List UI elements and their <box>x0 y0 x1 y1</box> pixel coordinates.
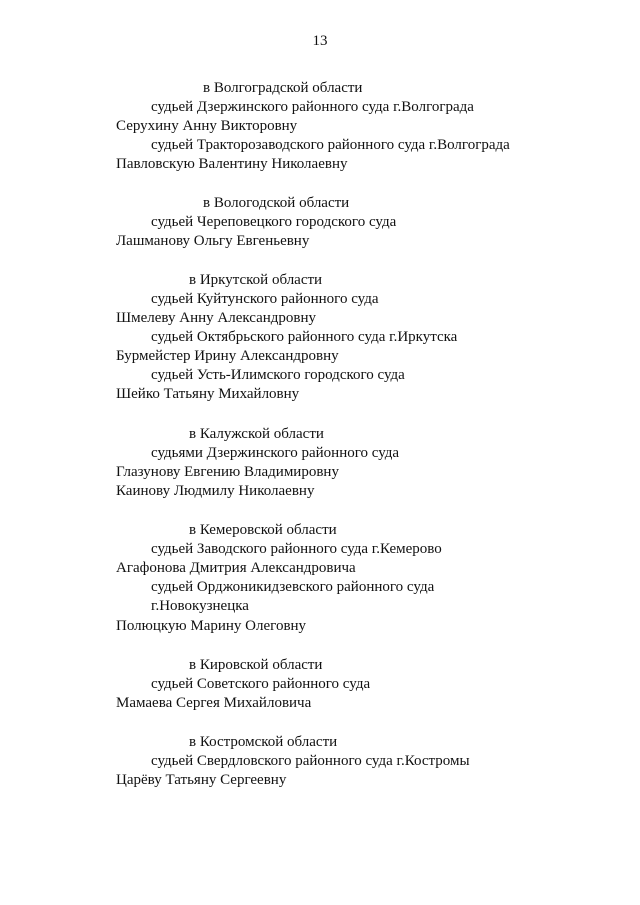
judge-name: Царёву Татьяну Сергеевну <box>116 772 287 788</box>
region-heading: в Вологодской области <box>203 195 350 211</box>
page-number: 13 <box>312 33 328 49</box>
judge-name: Бурмейстер Ирину Александровну <box>116 348 339 364</box>
court-line: судьей Усть-Илимского городского суда <box>151 367 405 383</box>
judge-name: Глазунову Евгению Владимировну <box>116 464 339 480</box>
court-line: судьей Октябрьского районного суда г.Иркутска <box>151 329 458 345</box>
court-line: судьей Дзержинского районного суда г.Волгограда <box>151 99 474 115</box>
region-heading: в Кировской области <box>189 657 323 673</box>
court-line: судьей Советского районного суда <box>151 676 371 692</box>
judge-name: Шейко Татьяну Михайловну <box>116 386 300 402</box>
court-line: судьей Орджоникидзевского районного суда <box>151 579 435 595</box>
region-heading: в Кемеровской области <box>189 522 337 538</box>
judge-name: Мамаева Сергея Михайловича <box>116 695 312 711</box>
region-heading: в Иркутской области <box>189 272 323 288</box>
judge-name: Лашманову Ольгу Евгеньевну <box>116 233 310 249</box>
court-line: судьей Тракторозаводского районного суда г.Волгограда <box>151 137 510 153</box>
judge-name: Каинову Людмилу Николаевну <box>116 483 315 499</box>
court-line-continued: г.Новокузнецка <box>151 598 249 614</box>
region-heading: в Калужской области <box>189 426 324 442</box>
court-line: судьей Заводского районного суда г.Кемерово <box>151 541 442 557</box>
judge-name: Шмелеву Анну Александровну <box>116 310 317 326</box>
judge-name: Полюцкую Марину Олеговну <box>116 618 307 634</box>
court-line: судьями Дзержинского районного суда <box>151 445 400 461</box>
judge-name: Агафонова Дмитрия Александровича <box>116 560 356 576</box>
court-line: судьей Череповецкого городского суда <box>151 214 397 230</box>
judge-name: Павловскую Валентину Николаевну <box>116 156 348 172</box>
court-line: судьей Свердловского районного суда г.Костромы <box>151 753 470 769</box>
judge-name: Серухину Анну Викторовну <box>116 118 298 134</box>
court-line: судьей Куйтунского районного суда <box>151 291 379 307</box>
region-heading: в Костромской области <box>189 734 338 750</box>
region-heading: в Волгоградской области <box>203 80 363 96</box>
